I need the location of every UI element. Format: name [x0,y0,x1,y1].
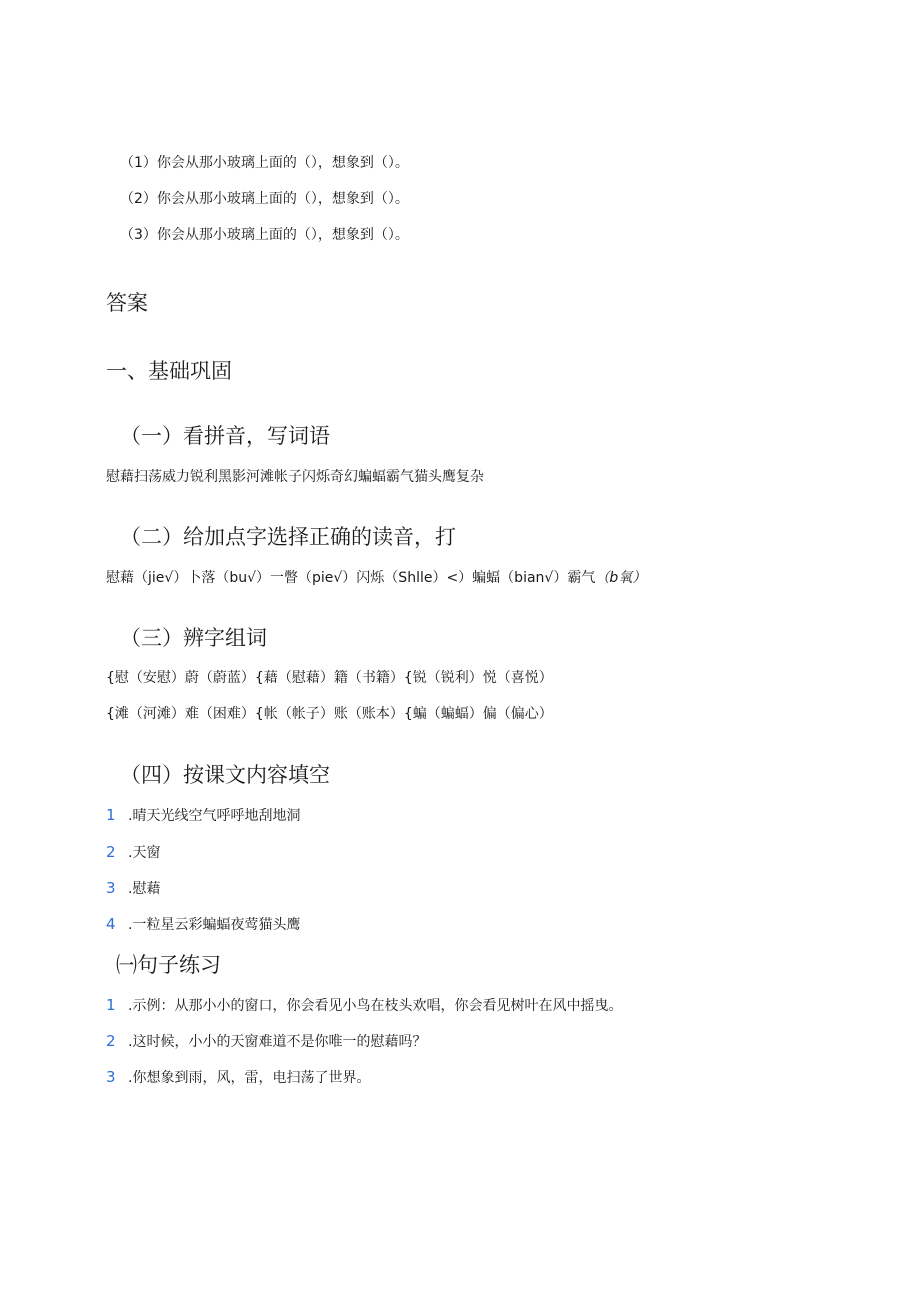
section3-line-2: {滩（河滩）难（困难）{帐（帐子）账（账本）{蝙（蝙蝠）偏（偏心） [106,706,553,722]
item-text: .你想象到雨，风，雷，电扫荡了世界。 [128,1070,371,1086]
item-number: 1 [106,996,116,1014]
item-text: .这时候，小小的天窗难道不是你唯一的慰藉吗？ [128,1034,427,1050]
section4-item [106,805,300,826]
item-text: .示例：从那小小的窗口，你会看见小鸟在枝头欢唱，你会看见树叶在风中摇曳。 [128,998,623,1014]
section4-item [106,878,160,899]
section4-item [106,842,160,863]
item-text: .慰藉 [128,881,161,897]
section5-item [106,995,622,1016]
section2-title: （二）给加点字选择正确的读音，打 [120,525,456,549]
section5-item [106,1067,370,1088]
section5-title: ㈠句子练习 [116,953,221,977]
item-text: .一粒星云彩蝙蝠夜莺猫头鹰 [128,917,301,933]
question-line-1: （1）你会从那小玻璃上面的（），想象到（）。 [120,155,409,171]
item-number: 3 [106,1068,116,1086]
question-line-3: （3）你会从那小玻璃上面的（），想象到（）。 [120,227,409,243]
section2-answer-tail: （b氧） [595,570,647,586]
section2-answer-main: 慰藉（jie√）卜落（bu√）一瞥（pie√）闪烁（Shlle）<）蝙蝠（bian√）霸气 [106,570,596,586]
item-text: .晴天光线空气呼呼地刮地洞 [128,808,301,824]
answer-title: 答案 [106,291,148,315]
part1-title: 一、基础巩固 [106,359,232,383]
item-number: 3 [106,879,116,897]
item-number: 2 [106,843,116,861]
section4-title: （四）按课文内容填空 [120,763,330,787]
section3-title: （三）辨字组词 [120,626,267,650]
section1-answer: 慰藉扫荡威力锐利黑影河滩帐子闪烁奇幻蝙蝠霸气猫头鹰复杂 [106,469,484,485]
section4-item [106,914,300,935]
section3-line-1: {慰（安慰）蔚（蔚蓝）{藉（慰藉）籍（书籍）{锐（锐利）悦（喜悦） [106,670,553,686]
item-number: 1 [106,806,116,824]
section2-answer [106,568,646,588]
item-text: .天窗 [128,845,161,861]
item-number: 2 [106,1032,116,1050]
question-line-2: （2）你会从那小玻璃上面的（），想象到（）。 [120,191,409,207]
item-number: 4 [106,915,116,933]
section1-title: （一）看拼音，写词语 [120,424,330,448]
section5-item [106,1031,426,1052]
